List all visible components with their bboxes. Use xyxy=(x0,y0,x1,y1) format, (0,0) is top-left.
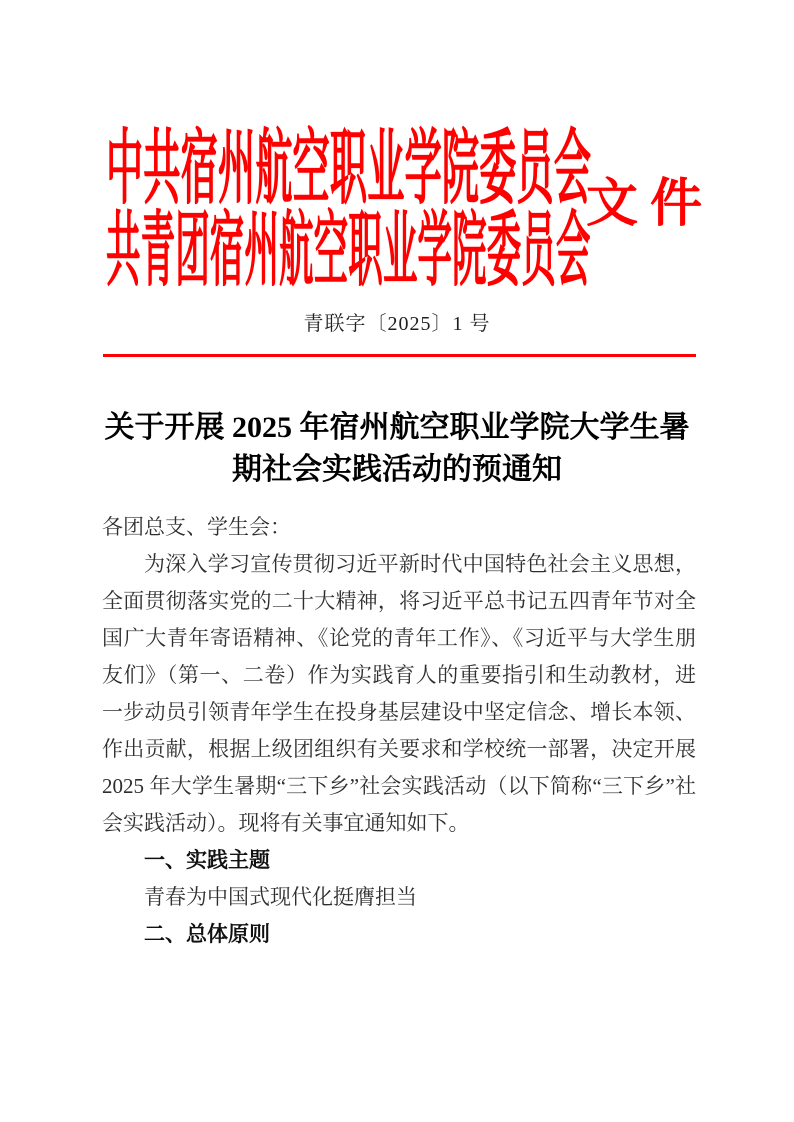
section-2-heading: 二、总体原则 xyxy=(144,923,270,946)
document-number: 青联字〔2025〕1 号 xyxy=(303,313,491,335)
red-divider-line xyxy=(103,354,696,357)
section-1-heading: 一、实践主题 xyxy=(144,849,270,872)
document-word: 文件 xyxy=(586,176,715,233)
document-body xyxy=(102,509,696,953)
document-title xyxy=(100,407,694,491)
section-1-text: 青春为中国式现代化挺膺担当 xyxy=(144,885,417,909)
document-title-line-1: 关于开展 2025 年宿州航空职业学院大学生暑 xyxy=(104,411,690,444)
intro-paragraph: 为深入学习宣传贯彻习近平新时代中国特色社会主义思想，全面贯彻落实党的二十大精神，将习近平总书记五四青年节对全国广大青年寄语精神、《论党的青年工作》、《习近平与大学生朋友们》（第一、二卷）作为实践育人的重要指引和生动教材，进一步动员引领青年学生在投身基层建设中坚定信念、增长本领、作出贡献，根据上级团组织有关要求和学校统一部署，决定开展 2025 年大学生暑期“三下乡”社会实践活动（以下简称“三下乡”社会实践活动）。现将有关事宜通知如下。 xyxy=(102,552,696,835)
document-title-line-2: 期社会实践活动的预通知 xyxy=(232,453,562,486)
salutation: 各团总支、学生会： xyxy=(102,515,291,539)
org-name-line-2: 共青团宿州航空职业学院委员会 xyxy=(106,205,591,296)
org-name-line-1: 中共宿州航空职业学院委员会 xyxy=(106,123,592,214)
